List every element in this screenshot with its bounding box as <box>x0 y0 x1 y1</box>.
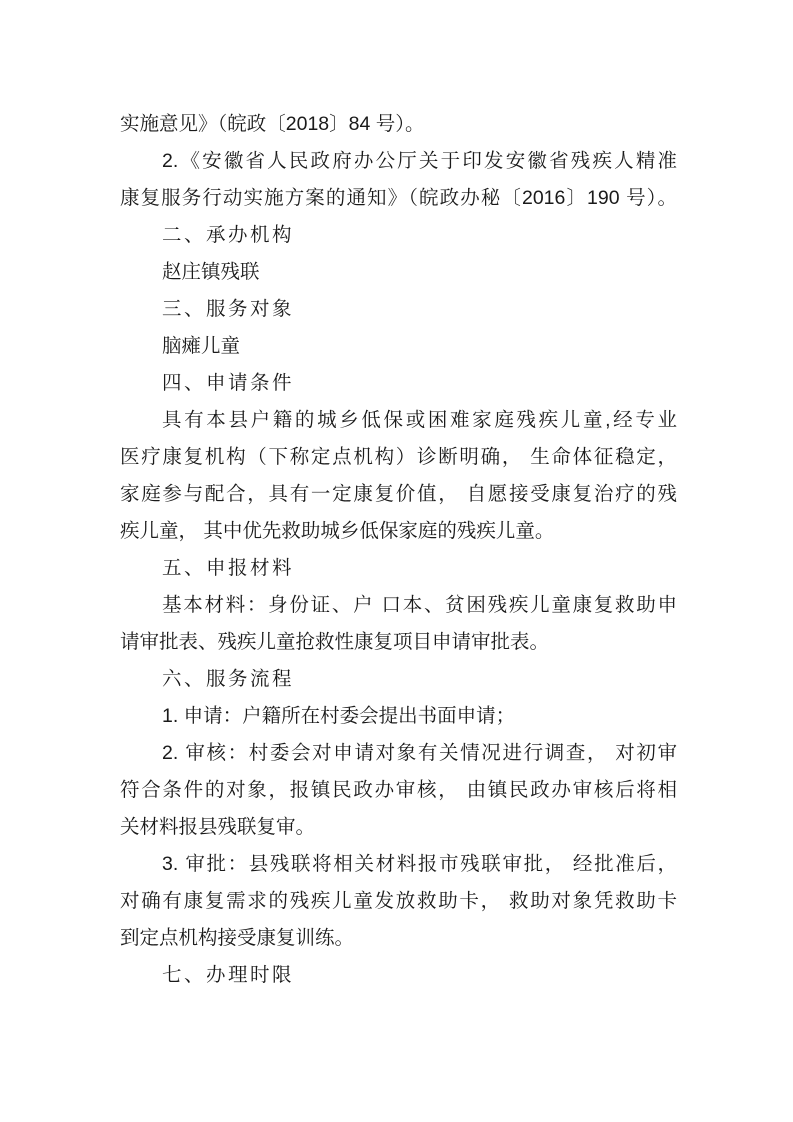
document-text-line: 到定点机构接受康复训练。 <box>120 927 355 949</box>
section-heading-line: 二、承办机构 <box>162 224 295 246</box>
document-text-line: 脑瘫儿童 <box>162 335 241 357</box>
section-heading-line: 五、申报材料 <box>162 557 295 579</box>
document-text-line: 基本材料：身份证、户 口本、贫困残疾儿童康复救助申 <box>162 594 677 616</box>
document-text-line: 赵庄镇残联 <box>162 261 260 283</box>
section-heading-line: 七、办理时限 <box>162 964 295 986</box>
document-body <box>120 106 677 994</box>
document-text-line: 疾儿童， 其中优先救助城乡低保家庭的残疾儿童。 <box>120 520 555 542</box>
document-text-line: 符合条件的对象，报镇民政办审核， 由镇民政办审核后将相 <box>120 779 677 801</box>
document-text-line: 2. 审核：村委会对申请对象有关情况进行调查， 对初审 <box>162 742 677 764</box>
section-heading-line: 三、服务对象 <box>162 298 295 320</box>
section-heading-line: 四、申请条件 <box>162 372 295 394</box>
document-text-line: 1. 申请：户籍所在村委会提出书面申请； <box>162 705 516 727</box>
document-text-line: 康复服务行动实施方案的通知》（皖政办秘〔2016〕190 号）。 <box>120 187 677 209</box>
document-text-line: 2.《安徽省人民政府办公厅关于印发安徽省残疾人精准 <box>162 150 677 172</box>
document-text-line: 家庭参与配合，具有一定康复价值， 自愿接受康复治疗的残 <box>120 483 677 505</box>
document-text-line: 对确有康复需求的残疾儿童发放救助卡， 救助对象凭救助卡 <box>120 890 677 912</box>
section-heading-line: 六、服务流程 <box>162 668 295 690</box>
document-text-line: 医疗康复机构（下称定点机构）诊断明确， 生命体征稳定， <box>120 446 677 468</box>
document-text-line: 关材料报县残联复审。 <box>120 816 316 838</box>
document-text-line: 请审批表、残疾儿童抢救性康复项目申请审批表。 <box>120 631 550 653</box>
document-text-line: 3. 审批：县残联将相关材料报市残联审批， 经批准后， <box>162 853 677 875</box>
document-text-line: 具有本县户籍的城乡低保或困难家庭残疾儿童,经专业 <box>162 409 677 431</box>
document-text-line: 实施意见》（皖政〔2018〕84 号）。 <box>120 113 425 135</box>
